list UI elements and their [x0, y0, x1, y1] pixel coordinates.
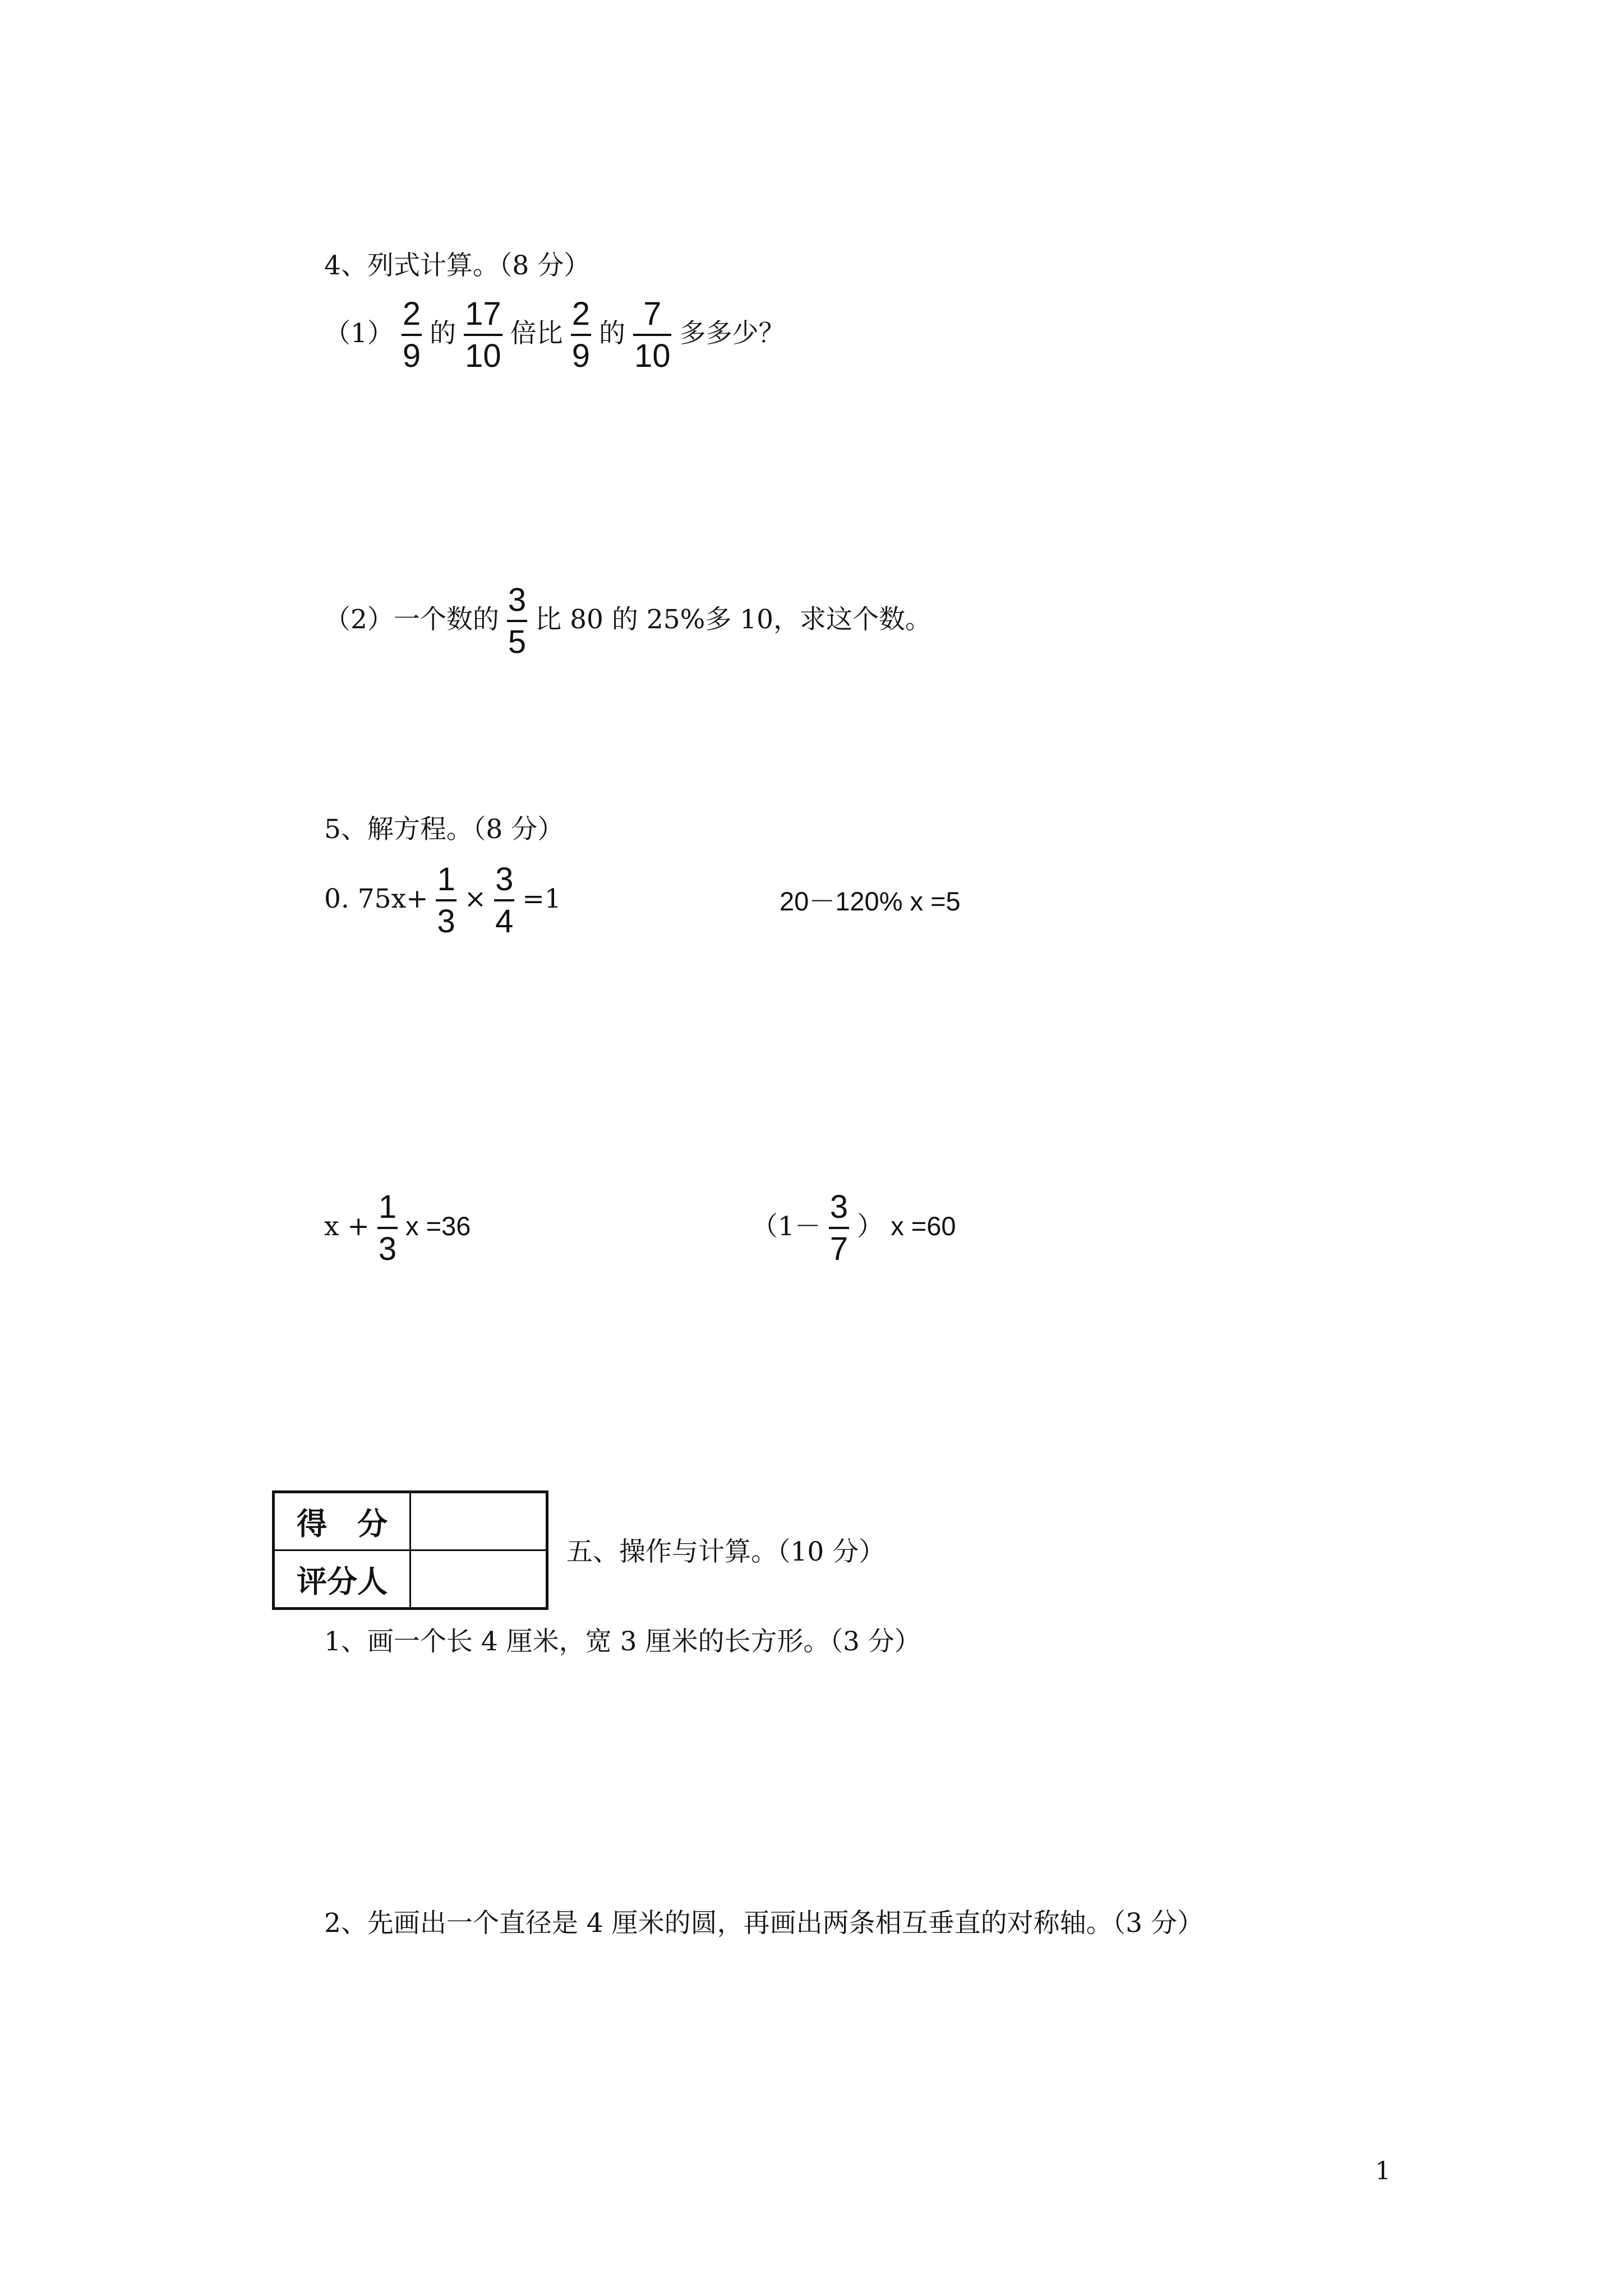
q4-item1-prefix: （1） — [324, 318, 394, 349]
fraction: $\frac{1}{3}$ — [378, 1189, 397, 1267]
q5-equation-1: 0. 75x+ $\frac{1}{3}$ × $\frac{3}{4}$ =1 — [324, 861, 561, 940]
fraction: $\frac{2}{9}$ — [402, 296, 421, 374]
fraction: $\frac{17}{10}$ — [465, 296, 501, 374]
q4-item2: （2）一个数的 $\frac{3}{5}$ 比 80 的 25%多 10，求这个数。 — [324, 582, 932, 660]
q4-item1: （1） $\frac{2}{9}$ 的 $\frac{17}{10}$ 倍比 $\frac{2}{9}$ 的 $\frac{7}{10}$ 多多少？ — [324, 296, 785, 374]
score-box — [272, 1490, 548, 1610]
score-label: 得 分 — [274, 1492, 411, 1550]
grader-field[interactable] — [411, 1550, 547, 1609]
grader-label: 评分人 — [274, 1550, 411, 1609]
fraction: $\frac{3}{4}$ — [495, 861, 514, 940]
fraction: $\frac{2}{9}$ — [571, 296, 590, 374]
fraction: $\frac{3}{5}$ — [508, 582, 527, 660]
q4-heading: 4、列式计算。（8 分） — [324, 250, 591, 281]
section5-task-2: 2、先画出一个直径是 4 厘米的圆，再画出两条相互垂直的对称轴。（3 分） — [324, 1908, 1204, 1939]
section5-title: 五、操作与计算。（10 分） — [566, 1536, 886, 1567]
fraction: $\frac{1}{3}$ — [437, 861, 455, 940]
fraction: $\frac{3}{7}$ — [829, 1189, 849, 1267]
q5-equation-3: x + $\frac{1}{3}$ x =36 — [324, 1189, 471, 1267]
q5-heading: 5、解方程。（8 分） — [324, 814, 564, 845]
fraction: $\frac{7}{10}$ — [634, 296, 671, 374]
q5-equation-4: （1－ $\frac{3}{7}$ ） x =60 — [751, 1189, 956, 1267]
score-field[interactable] — [411, 1492, 547, 1550]
section5-task-1: 1、画一个长 4 厘米，宽 3 厘米的长方形。（3 分） — [324, 1626, 921, 1657]
q5-equation-2: 20－120% x =5 — [780, 886, 961, 916]
page-number: 1 — [1375, 2157, 1391, 2185]
